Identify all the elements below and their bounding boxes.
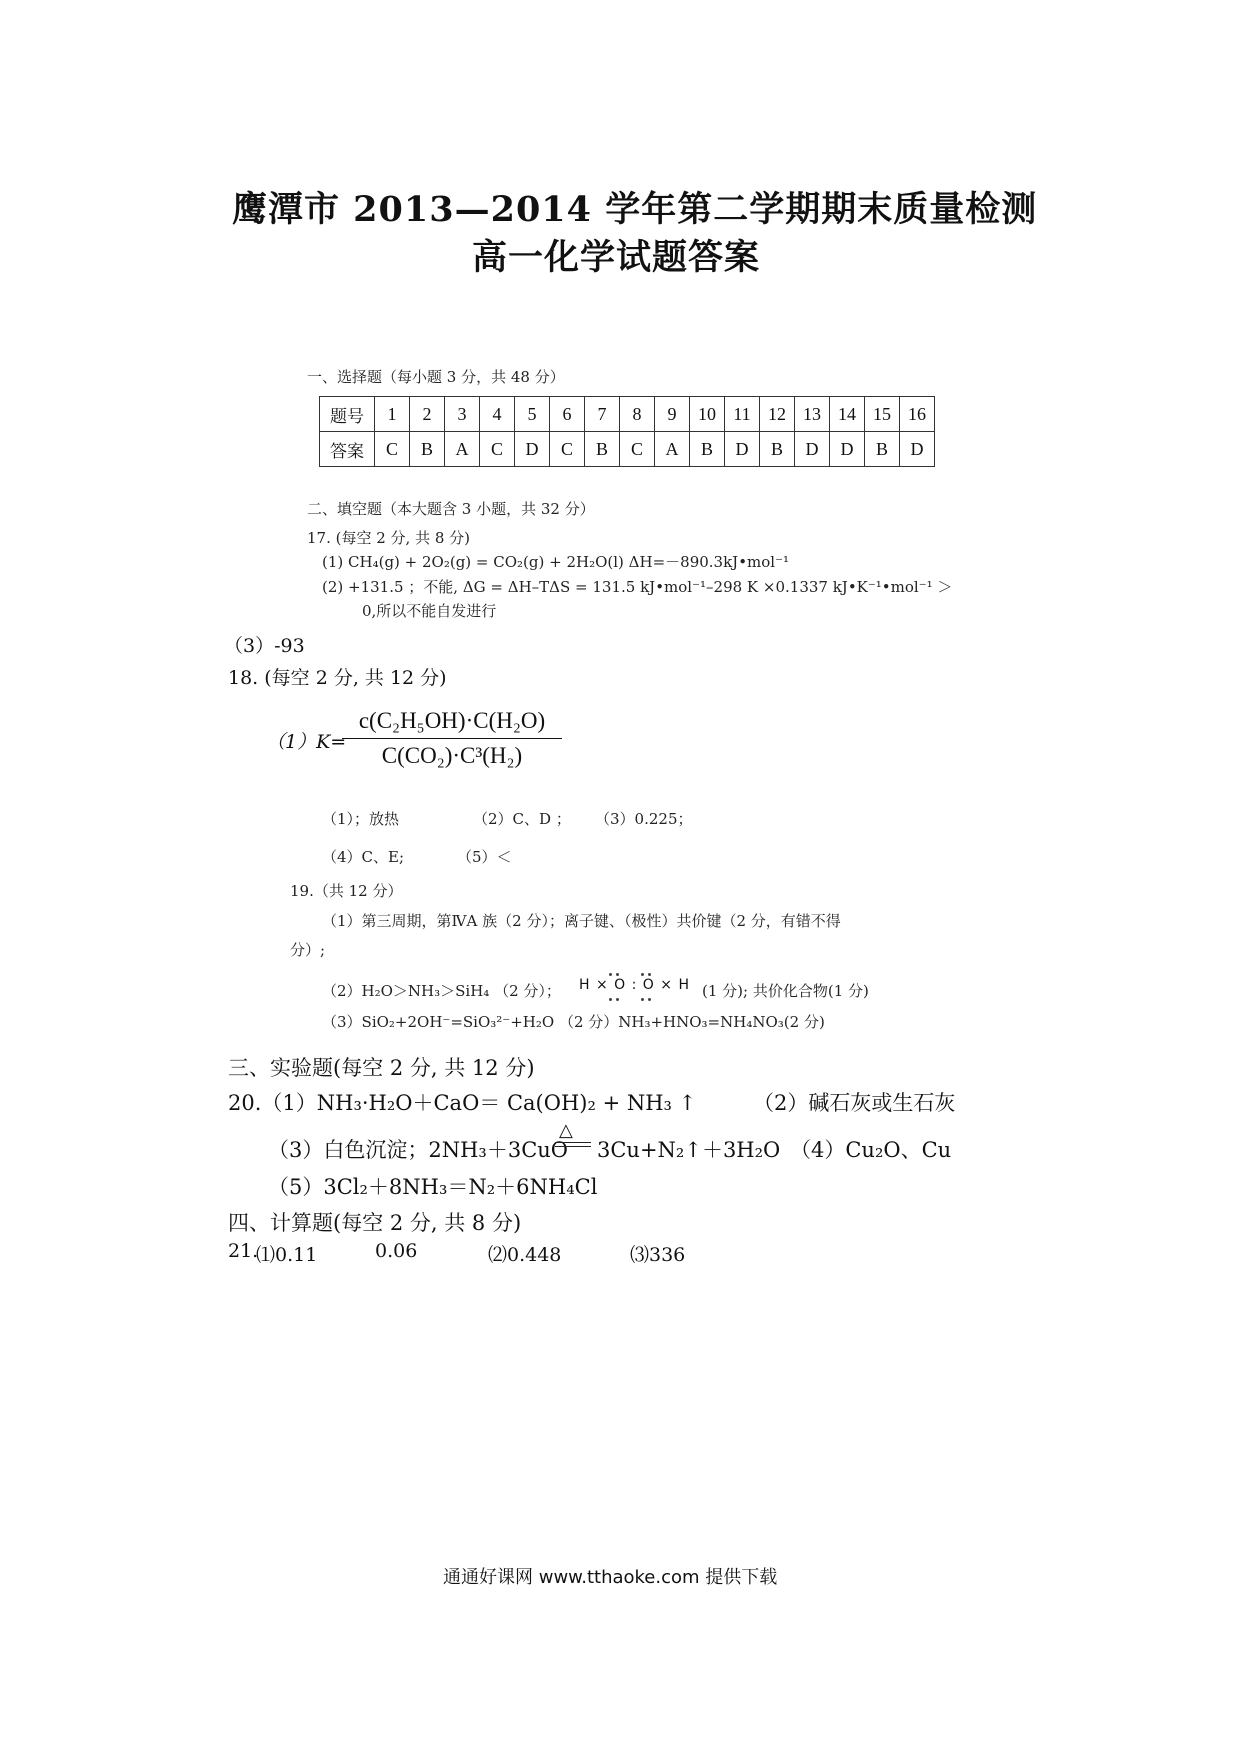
- question-number: 2: [410, 397, 445, 432]
- answer-cell: D: [795, 432, 830, 467]
- q18-answer-2: （2）C、D ；: [473, 810, 571, 828]
- question-number: 11: [725, 397, 760, 432]
- q19-heading: 19.（共 12 分）: [290, 882, 403, 900]
- q21-answer-4: ⑶336: [630, 1244, 686, 1266]
- electron-dot: [616, 973, 619, 976]
- q19-part-1: （1）第三周期，第ⅣA 族（2 分）；离子键、（极性）共价键（2 分，有错不得: [322, 912, 841, 930]
- q20-line-1: 20.（1）NH₃·H₂O＋CaO＝ Ca(OH)₂ + NH₃ ↑: [228, 1091, 697, 1115]
- q20-line-2: （3）白色沉淀；2NH₃＋3CuO: [268, 1138, 568, 1162]
- answer-cell: C: [620, 432, 655, 467]
- answer-table: [319, 396, 935, 467]
- q18-heading: 18. (每空 2 分, 共 12 分): [228, 667, 447, 689]
- footer-credit: 通通好课网 www.tthaoke.com 提供下载: [443, 1567, 778, 1588]
- q18-answer-3: （3）0.225；: [595, 810, 693, 828]
- q17-part-1: (1) CH₄(g) + 2O₂(g) = CO₂(g) + 2H₂O(l) ΔH=－890.3kJ•mol⁻¹: [322, 553, 790, 571]
- question-number: 15: [865, 397, 900, 432]
- k-denominator: C(CO₂)·C³(H₂): [381, 743, 523, 768]
- q21-number: 21.: [228, 1240, 259, 1262]
- title-line-2: 高一化学试题答案: [472, 237, 761, 278]
- answer-cell: B: [865, 432, 900, 467]
- electron-dot: [641, 973, 644, 976]
- electron-dot: [648, 998, 651, 1001]
- question-number: 5: [515, 397, 550, 432]
- answer-cell: D: [515, 432, 550, 467]
- q17-heading: 17. (每空 2 分, 共 8 分): [307, 529, 471, 547]
- q17-part-2-continued: 0,所以不能自发进行: [362, 602, 497, 620]
- answer-cell: A: [445, 432, 480, 467]
- q17-part-3: （3）-93: [224, 635, 305, 657]
- answer-cell: D: [900, 432, 935, 467]
- row-label-number: 题号: [320, 397, 375, 432]
- q19-part-2-continued: (1 分); 共价化合物(1 分): [702, 982, 869, 1000]
- section-1-heading: 一、选择题（每小题 3 分，共 48 分）: [307, 368, 565, 386]
- q21-answer-2: 0.06: [375, 1240, 418, 1262]
- k-numerator: c(C₂H₅OH)·C(H₂O): [342, 708, 562, 739]
- section-2-heading: 二、填空题（本大题含 3 小题，共 32 分）: [307, 500, 595, 518]
- q18-answer-5: （5）＜: [457, 848, 512, 866]
- answer-row: [320, 432, 935, 467]
- question-number: 9: [655, 397, 690, 432]
- question-number: 4: [480, 397, 515, 432]
- section-4-heading: 四、计算题(每空 2 分, 共 8 分): [228, 1211, 522, 1235]
- q21-answer-1: ⑴0.11: [256, 1244, 318, 1266]
- answer-cell: C: [480, 432, 515, 467]
- answer-cell: B: [760, 432, 795, 467]
- q18-answer-4: （4）C、E;: [322, 848, 405, 866]
- electron-dot: [641, 998, 644, 1001]
- heat-condition-symbol: △: [559, 1120, 573, 1141]
- answer-cell: C: [375, 432, 410, 467]
- lewis-structure-text: H × O : O × H: [579, 977, 690, 993]
- q18-answer-1: （1）；放热: [322, 810, 400, 828]
- electron-dot: [648, 973, 651, 976]
- electron-dot: [609, 998, 612, 1001]
- answer-cell: D: [725, 432, 760, 467]
- answer-cell: B: [585, 432, 620, 467]
- electron-dot: [616, 998, 619, 1001]
- question-number: 3: [445, 397, 480, 432]
- q18-k-prefix: （1）K=: [266, 731, 347, 753]
- reaction-arrow-bar: [555, 1142, 591, 1143]
- question-number: 7: [585, 397, 620, 432]
- q19-part-3: （3）SiO₂+2OH⁻=SiO₃²⁻+H₂O （2 分）NH₃+HNO₃=NH₄NO₃(2 分): [322, 1013, 825, 1031]
- answer-cell: A: [655, 432, 690, 467]
- question-number: 6: [550, 397, 585, 432]
- equilibrium-constant-fraction: [342, 708, 562, 769]
- answer-cell: B: [690, 432, 725, 467]
- h2o2-electron-formula: [579, 972, 689, 1002]
- question-number: 14: [830, 397, 865, 432]
- section-3-heading: 三、实验题(每空 2 分, 共 12 分): [228, 1056, 535, 1080]
- q20-line-2-part-4: （4）Cu₂O、Cu: [790, 1138, 952, 1162]
- question-number: 12: [760, 397, 795, 432]
- answer-cell: B: [410, 432, 445, 467]
- number-row: [320, 397, 935, 432]
- question-number: 13: [795, 397, 830, 432]
- q21-answer-3: ⑵0.448: [488, 1244, 562, 1266]
- answer-cell: D: [830, 432, 865, 467]
- question-number: 16: [900, 397, 935, 432]
- q20-line-2-products: 3Cu+N₂↑＋3H₂O: [597, 1138, 781, 1162]
- row-label-answer: 答案: [320, 432, 375, 467]
- question-number: 8: [620, 397, 655, 432]
- answer-cell: C: [550, 432, 585, 467]
- q20-line-3: （5）3Cl₂＋8NH₃＝N₂＋6NH₄Cl: [268, 1175, 598, 1199]
- reaction-arrow-bar: [555, 1146, 591, 1147]
- q17-part-2: (2) +131.5 ；不能, ΔG = ΔH–TΔS = 131.5 kJ•mol⁻¹–298 K ×0.1337 kJ•K⁻¹•mol⁻¹ ＞: [322, 578, 953, 596]
- question-number: 1: [375, 397, 410, 432]
- q20-line-1-part-2: （2）碱石灰或生石灰: [753, 1091, 956, 1115]
- electron-dot: [609, 973, 612, 976]
- title-line-1: 鹰潭市 2013—2014 学年第二学期期末质量检测: [232, 189, 1038, 230]
- question-number: 10: [690, 397, 725, 432]
- q19-part-1-continued: 分）;: [290, 941, 326, 959]
- q19-part-2: （2）H₂O＞NH₃＞SiH₄ （2 分）；: [322, 982, 561, 1000]
